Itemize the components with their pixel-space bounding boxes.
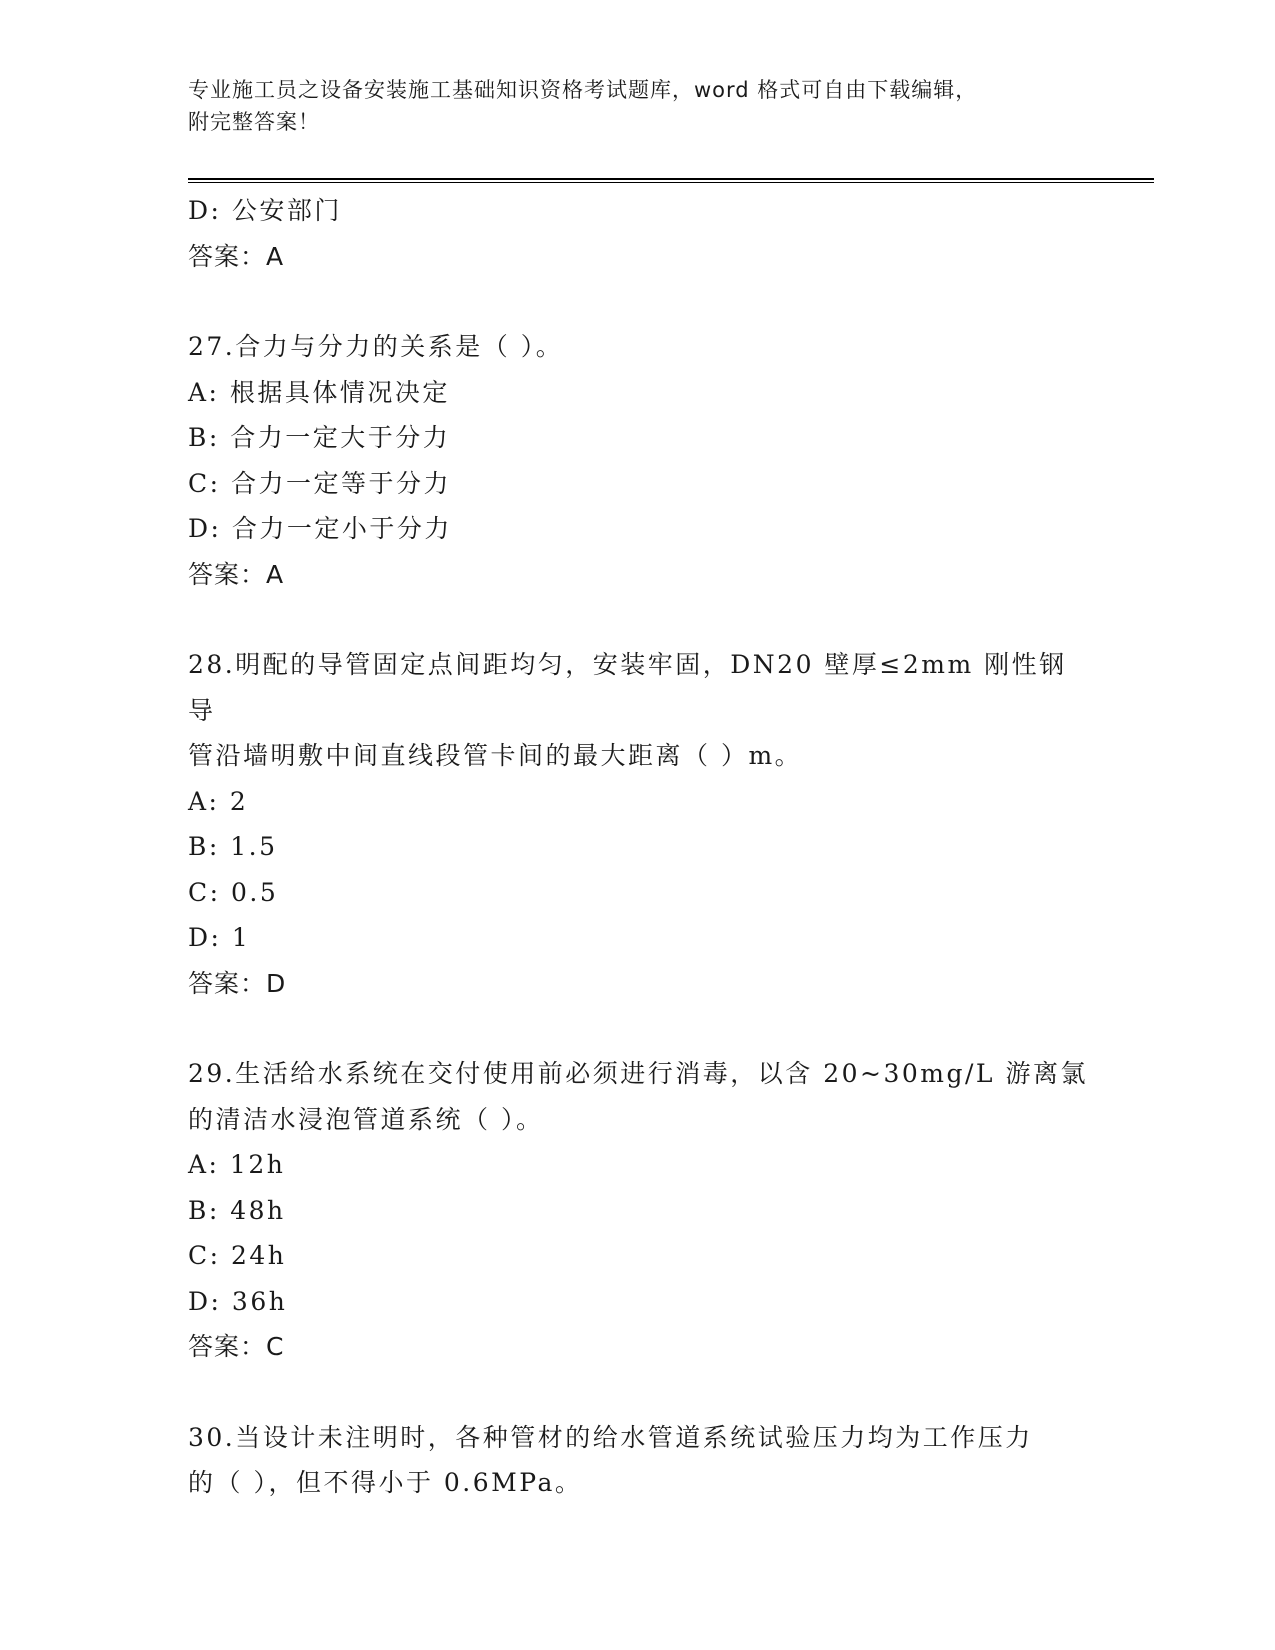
option-c: C: 24h	[188, 1241, 287, 1270]
question-stem-line: 的（ ），但不得小于 0.6MPa。	[188, 1468, 583, 1497]
option-a: A: 根据具体情况决定	[188, 377, 450, 407]
option-b: B: 合力一定大于分力	[188, 423, 451, 452]
spacer	[188, 1006, 1088, 1051]
spacer	[188, 279, 1088, 324]
option-a: A: 12h	[188, 1150, 286, 1179]
question-stem-line: 30.当设计未注明时，各种管材的给水管道系统试验压力均为工作压力	[188, 1422, 1033, 1452]
question-stem-line: 27.合力与分力的关系是（ ）。	[188, 332, 564, 361]
spacer	[188, 597, 1088, 642]
option-d: D: 1	[188, 923, 251, 952]
option-c: C: 0.5	[188, 877, 279, 907]
option-d: D: 合力一定小于分力	[188, 514, 452, 543]
question-29	[188, 1051, 1088, 1370]
question-28	[188, 642, 1088, 1006]
header-line-2: 附完整答案！	[188, 110, 320, 134]
question-stem-line: 的清洁水浸泡管道系统（ ）。	[188, 1104, 544, 1134]
question-stem-line: 29.生活给水系统在交付使用前必须进行消毒，以含 20~30mg/L 游离氯	[188, 1059, 1088, 1088]
prev-answer: 答案：A	[188, 241, 285, 271]
option-d: D: 36h	[188, 1286, 288, 1316]
option-b: B: 48h	[188, 1195, 286, 1225]
answer: 答案：C	[188, 1332, 285, 1361]
question-stem-line: 28.明配的导管固定点间距均匀，安装牢固，DN20 壁厚≤2mm 刚性钢导	[188, 650, 1067, 725]
question-27	[188, 324, 1088, 597]
answer: 答案：A	[188, 559, 285, 589]
answer: 答案：D	[188, 968, 287, 998]
question-list	[188, 188, 1088, 1506]
spacer	[188, 1370, 1088, 1415]
prev-option-d: D: 公安部门	[188, 196, 342, 225]
header-divider	[188, 178, 1154, 183]
option-c: C: 合力一定等于分力	[188, 468, 451, 498]
option-a: A: 2	[188, 786, 249, 816]
question-stem-line: 管沿墙明敷中间直线段管卡间的最大距离（ ）m。	[188, 741, 803, 770]
header-line-1: 专业施工员之设备安装施工基础知识资格考试题库，word 格式可自由下载编辑，	[188, 78, 978, 102]
question-30	[188, 1415, 1088, 1506]
page-header	[188, 74, 1068, 138]
option-b: B: 1.5	[188, 832, 278, 861]
